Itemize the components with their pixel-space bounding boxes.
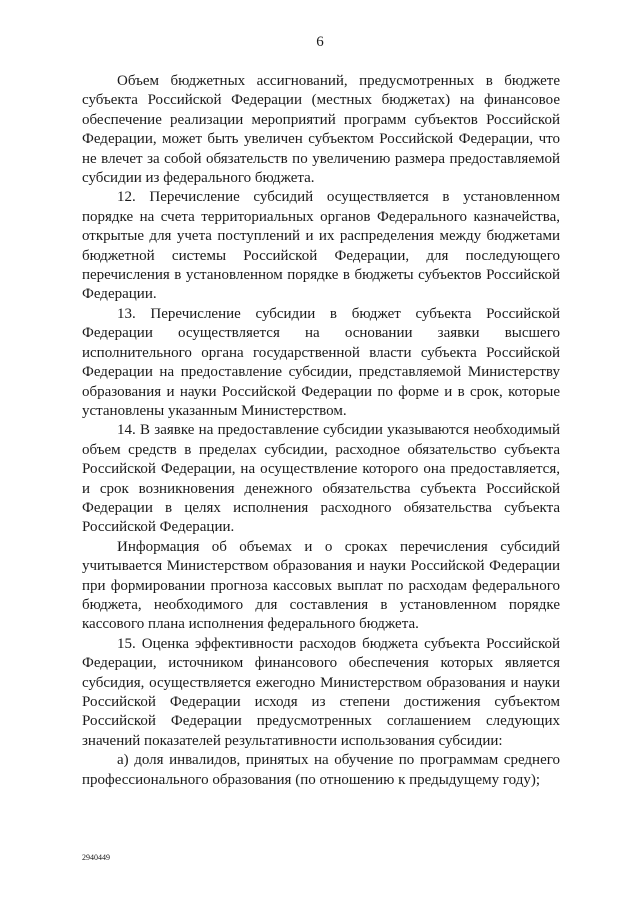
paragraph-15: 15. Оценка эффективности расходов бюджета субъекта Российской Федерации, источником финансового обеспечения которых является субсидия, осуществляется ежегодно Министерством образования и науки Российской Федерации исходя из степени достижения субъектом Российской Федерации предусмотренных соглашением следующих значений показателей результативности использования субсидии:	[82, 635, 560, 749]
page-number: 6	[316, 34, 324, 50]
paragraph-information: Информация об объемах и о сроках перечисления субсидий учитывается Министерством образования и науки Российской Федерации при формировании прогноза кассовых выплат по расходам федерального бюджета, необходимого для составления в установленном порядке кассового плана исполнения федерального бюджета.	[82, 538, 560, 633]
paragraph-12: 12. Перечисление субсидий осуществляется в установленном порядке на счета территориальных органов Федерального казначейства, открытые для учета поступлений и их распределения между бюджетами бюджетной системы Российской Федерации, для последующего перечисления в установленном порядке в бюджеты субъектов Российской Федерации.	[82, 189, 560, 303]
paragraph-14: 14. В заявке на предоставление субсидии указываются необходимый объем средств в пределах субсидии, расходное обязательство субъекта Российской Федерации, на осуществление которого она предоставляется, и срок возникновения денежного обязательства субъекта Российской Федерации в целях исполнения расходного обязательства субъекта Российской Федерации.	[82, 422, 560, 536]
paragraph-15a: а) доля инвалидов, принятых на обучение по программам среднего профессионального образования (по отношению к предыдущему году);	[82, 752, 560, 788]
document-body	[82, 72, 560, 790]
paragraph-13: 13. Перечисление субсидии в бюджет субъекта Российской Федерации осуществляется на основании заявки высшего исполнительного органа государственной власти субъекта Российской Федерации на предоставление субсидии, представляемой Министерству образования и науки Российской Федерации по форме и в срок, которые установлены указанным Министерством.	[82, 305, 560, 419]
document-code: 2940449	[82, 853, 110, 862]
paragraph-budget-allocations: Объем бюджетных ассигнований, предусмотренных в бюджете субъекта Российской Федерации (местных бюджетах) на финансовое обеспечение реализации мероприятий программ субъектов Российской Федерации, может быть увеличен субъектом Российской Федерации, что не влечет за собой обязательств по увеличению размера предоставляемой субсидии из федерального бюджета.	[82, 73, 560, 187]
